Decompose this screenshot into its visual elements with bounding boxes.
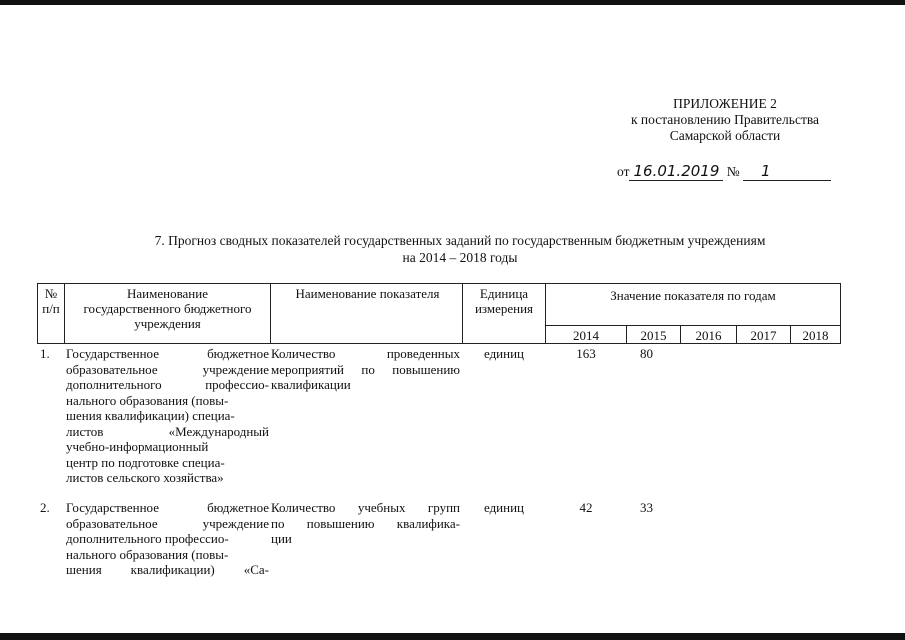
- year-2018: 2018: [802, 328, 829, 343]
- header-institution: Наименование государственного бюджетного учреждения: [83, 286, 252, 331]
- unit: единиц: [483, 500, 525, 515]
- text-line: дополнительного профессио-: [66, 531, 229, 546]
- header-indicator: Наименование показателя: [295, 286, 440, 301]
- value-2014: 163: [576, 346, 596, 361]
- text-line: образовательное учреждение: [66, 515, 269, 531]
- table-border: [37, 283, 841, 284]
- text-line: центр по подготовке специа-: [66, 454, 225, 470]
- table-border: [840, 283, 841, 344]
- decree-number: 1: [743, 162, 831, 181]
- text-line: ции: [271, 531, 292, 546]
- year-2017: 2017: [750, 328, 777, 343]
- institution-name: [66, 346, 269, 486]
- header-num: № п/п: [42, 286, 60, 316]
- year-2015: 2015: [640, 328, 667, 343]
- section-title-years: на 2014 – 2018 годы: [402, 250, 518, 265]
- header-values: Значение показателя по годам: [610, 288, 776, 303]
- table-border: [37, 343, 841, 344]
- row-number: 1.: [40, 346, 50, 361]
- unit: единиц: [483, 346, 525, 361]
- text-line: Государственное бюджетное: [66, 346, 269, 361]
- header-unit: Единица измерения: [474, 286, 534, 316]
- row-number: 2.: [40, 500, 50, 515]
- appendix-line2: к постановлению Правительства: [630, 112, 820, 127]
- table-border: [270, 283, 271, 344]
- text-line: шения квалификации) «Са-: [66, 562, 269, 577]
- appendix-label: ПРИЛОЖЕНИЕ 2: [673, 96, 777, 111]
- text-line: квалификации: [271, 377, 351, 392]
- text-line: мероприятий по повышению: [271, 361, 460, 377]
- text-line: дополнительного профессио-: [66, 377, 269, 392]
- value-2015: 33: [640, 500, 653, 515]
- number-sign: №: [726, 164, 740, 179]
- institution-name: [66, 500, 269, 578]
- text-line: листов «Международный: [66, 423, 269, 439]
- indicator-name: [271, 500, 460, 547]
- scan-border-top: [0, 0, 905, 5]
- text-line: нального образования (повы-: [66, 392, 229, 408]
- text-line: листов сельского хозяйства»: [66, 470, 224, 485]
- value-2014: 42: [579, 500, 593, 515]
- text-line: образовательное учреждение: [66, 361, 269, 377]
- table-border: [64, 283, 65, 344]
- text-line: учебно-информационный: [66, 439, 209, 454]
- text-line: Государственное бюджетное: [66, 500, 269, 515]
- value-2015: 80: [640, 346, 653, 361]
- year-2014: 2014: [573, 328, 599, 343]
- decree-date-line: [617, 162, 831, 181]
- text-line: Количество проведенных: [271, 346, 460, 361]
- scan-border-bottom: [0, 633, 905, 640]
- text-line: Количество учебных групп: [271, 500, 460, 515]
- appendix-line3: Самарской области: [669, 128, 781, 143]
- table-border: [545, 325, 841, 326]
- year-2016: 2016: [695, 328, 722, 343]
- text-line: нального образования (повы-: [66, 546, 229, 562]
- text-line: шения квалификации) специа-: [66, 408, 235, 423]
- section-title: 7. Прогноз сводных показателей государственных заданий по государственным бюджетным учреждениям: [154, 233, 766, 248]
- indicator-name: [271, 346, 460, 393]
- text-line: по повышению квалифика-: [271, 515, 460, 531]
- date-prefix: от: [617, 164, 630, 179]
- decree-date: 16.01.2019: [629, 162, 723, 181]
